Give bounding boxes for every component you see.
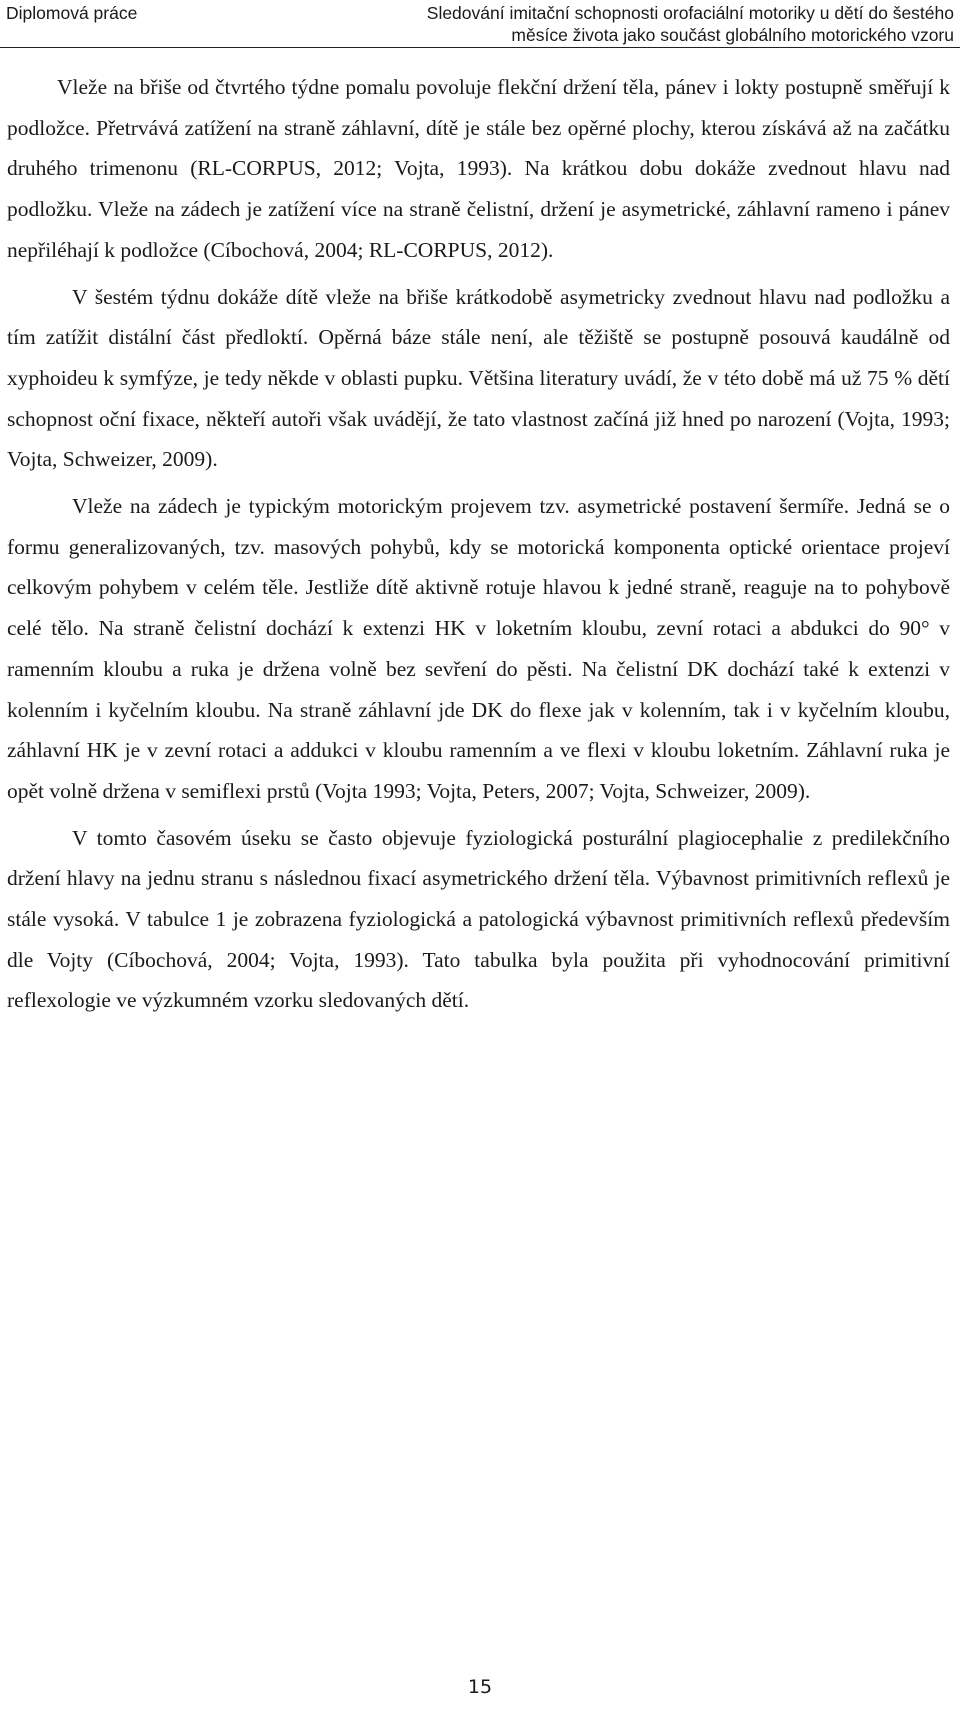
paragraph-4: V tomto časovém úseku se často objevuje fyziologická posturální plagiocephalie z predilekčního držení hlavy na jednu stranu s následnou fixací asymetrického držení těla. Výbavnost primitivních reflexů je stále vysoká. V tabulce 1 je zobrazena fyziologická a patologická výbavnost primitivních reflexů především dle Vojty (Cíbochová, 2004; Vojta, 1993). Tato tabulka byla použita při vyhodnocování primitivní reflexologie ve výzkumném vzorku sledovaných dětí. bbox=[7, 825, 950, 1013]
page-number: 15 bbox=[467, 1676, 493, 1698]
header-thesis-title bbox=[427, 2, 954, 46]
header-document-type: Diplomová práce bbox=[6, 3, 138, 23]
paragraph-1: Vleže na břiše od čtvrtého týdne pomalu povoluje flekční držení těla, pánev i lokty postupně směřují k podložce. Přetrvává zatížení na straně záhlavní, dítě je stále bez opěrné plochy, kterou získává až na začátku druhého trimenonu (RL-CORPUS, 2012; Vojta, 1993). Na krátkou dobu dokáže zvednout hlavu nad podložku. Vleže na zádech je zatížení více na straně čelistní, držení je asymetrické, záhlavní rameno i pánev nepřiléhají k podložce (Cíbochová, 2004; RL-CORPUS, 2012). bbox=[7, 75, 950, 262]
page-header bbox=[0, 0, 960, 48]
body-text bbox=[7, 67, 950, 1027]
paragraph-3: Vleže na zádech je typickým motorickým projevem tzv. asymetrické postavení šermíře. Jedná se o formu generalizovaných, tzv. masových pohybů, kdy se motorická komponenta optické orientace projeví celkovým pohybem v celém těle. Jestliže dítě aktivně rotuje hlavou k jedné straně, reaguje na to pohybově celé tělo. Na straně čelistní dochází k extenzi HK v loketním kloubu, zevní rotaci a abdukci do 90° v ramenním kloubu a ruka je držena volně bez sevření do pěsti. Na čelistní DK dochází také k extenzi v kolenním i kyčelním kloubu. Na straně záhlavní jde DK do flexe jak v kolenním, tak i v kyčelním kloubu, záhlavní HK je v zevní rotaci a addukci v kloubu ramenním a ve flexi v kloubu loketním. Záhlavní ruka je opět volně držena v semiflexi prstů (Vojta 1993; Vojta, Peters, 2007; Vojta, Schweizer, 2009). bbox=[7, 494, 950, 803]
paragraph-2: V šestém týdnu dokáže dítě vleže na břiše krátkodobě asymetricky zvednout hlavu nad podložku a tím zatížit distální část předloktí. Opěrná báze stále není, ale těžiště se postupně posouvá kaudálně od xyphoideu k symfýze, je tedy někde v oblasti pupku. Většina literatury uvádí, že v této době má už 75 % dětí schopnost oční fixace, někteří autoři však uvádějí, že tato vlastnost začíná již hned po narození (Vojta, 1993; Vojta, Schweizer, 2009). bbox=[7, 284, 950, 472]
header-title-line-2: měsíce života jako součást globálního motorického vzoru bbox=[511, 25, 954, 45]
header-title-line-1: Sledování imitační schopnosti orofaciální motoriky u dětí do šestého bbox=[426, 3, 954, 23]
